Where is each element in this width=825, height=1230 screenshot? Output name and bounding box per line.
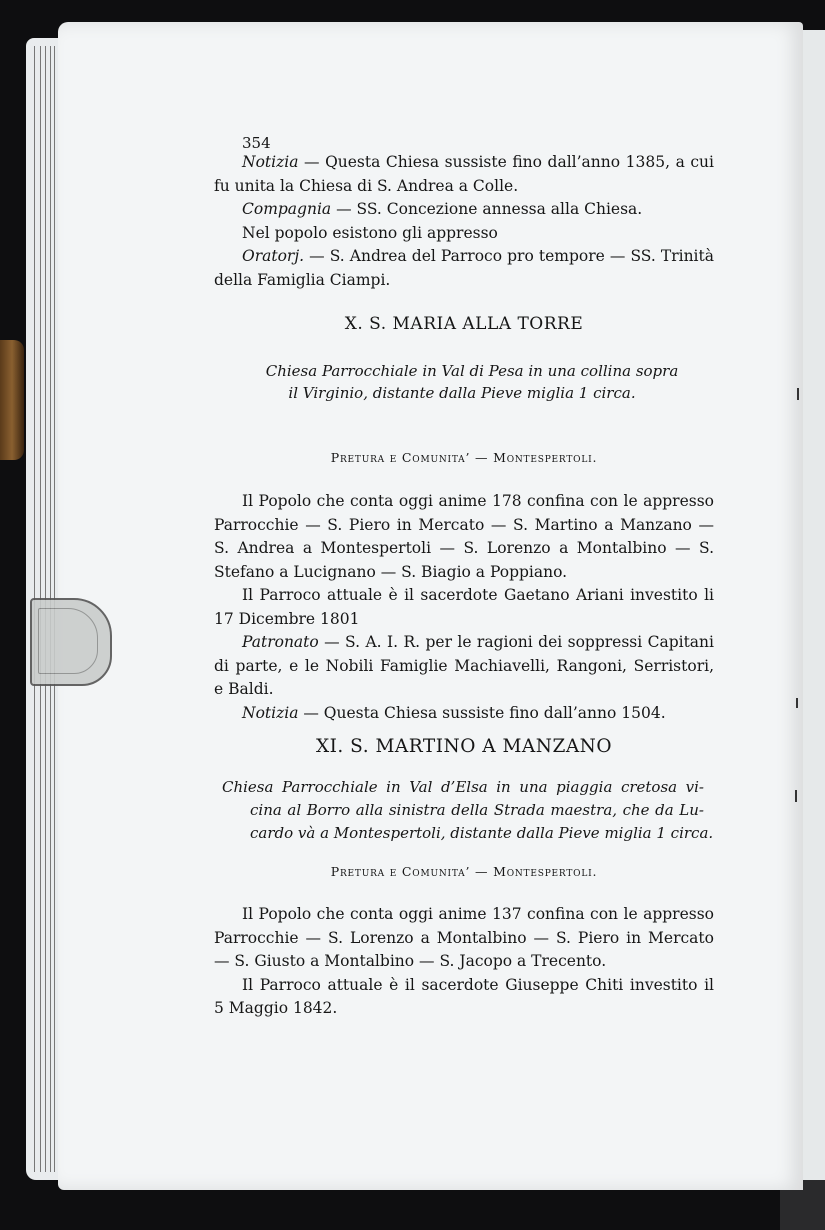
text-line: Parrocchie — S. Lorenzo a Montalbino — S. Piero in Mercato: [214, 928, 714, 947]
page-number: 354: [242, 134, 271, 152]
intro-block: [214, 151, 714, 292]
section-subtitle-line: cardo và a Montespertoli, distante dalla Pieve miglia 1 circa.: [250, 824, 714, 842]
text-line: S. Andrea a Montespertoli — S. Lorenzo a Montalbino — S.: [214, 539, 714, 557]
section-heading: XI. S. MARTINO A MANZANO: [315, 736, 613, 757]
text-line: 17 Dicembre 1801: [214, 609, 360, 628]
section1-body: [214, 490, 714, 725]
text-line: di parte, e le Nobili Famiglie Machiavelli, Rangoni, Serristori,: [214, 656, 714, 675]
text-line: — S. Giusto a Montalbino — S. Jacopo a Trecento.: [214, 952, 607, 970]
text-line: Il Popolo che conta oggi anime 137 confina con le appresso: [242, 905, 714, 923]
section-subtitle-line: Chiesa Parrocchiale in Val d’Elsa in una piaggia cretosa vi-: [222, 778, 704, 796]
section-subtitle-line: Chiesa Parrocchiale in Val di Pesa in una collina sopra: [265, 362, 679, 380]
pretura-line: Pretura e Comunita’ — Montespertoli.: [330, 864, 598, 879]
text-line: 5 Maggio 1842.: [214, 999, 338, 1017]
pretura-line: Pretura e Comunita’ — Montespertoli.: [330, 450, 598, 465]
facing-page-mark: [795, 790, 797, 802]
text-line: Notizia — Questa Chiesa sussiste fino dall’anno 1385, a cui: [242, 153, 714, 171]
facing-page-mark: [797, 388, 799, 400]
text-line: Parrocchie — S. Piero in Mercato — S. Martino a Manzano —: [214, 515, 714, 534]
text-line: Patronato — S. A. I. R. per le ragioni dei soppressi Capitani: [242, 633, 714, 651]
text-line: e Baldi.: [214, 680, 274, 698]
bookmark-clip: [30, 598, 112, 686]
brush-object: [0, 340, 24, 460]
text-line: Il Popolo che conta oggi anime 178 confina con le appresso: [242, 492, 714, 510]
text-line: Il Parroco attuale è il sacerdote Gaetano Ariani investito li: [242, 586, 714, 604]
text-line: Il Parroco attuale è il sacerdote Giuseppe Chiti investito il: [242, 975, 714, 994]
text-line: Notizia — Questa Chiesa sussiste fino dall’anno 1504.: [242, 703, 666, 722]
text-line: fu unita la Chiesa di S. Andrea a Colle.: [214, 176, 519, 195]
text-line: Stefano a Lucignano — S. Biagio a Poppiano.: [214, 562, 568, 581]
text-line: Compagnia — SS. Concezione annessa alla Chiesa.: [242, 200, 643, 218]
section-subtitle-line: cina al Borro alla sinistra della Strada maestra, che da Lu-: [250, 801, 704, 819]
section2-body: [214, 903, 714, 1021]
text-line: Oratorj. — S. Andrea del Parroco pro tempore — SS. Trinità: [242, 247, 714, 265]
section2-subtitle: [222, 776, 714, 845]
facing-page-mark: [796, 698, 798, 708]
section-heading: X. S. MARIA ALLA TORRE: [344, 314, 584, 334]
section-subtitle-line: il Virginio, distante dalla Pieve miglia 1 circa.: [288, 384, 636, 402]
text-line: Nel popolo esistono gli appresso: [242, 223, 498, 242]
text-line: della Famiglia Ciampi.: [214, 270, 391, 289]
